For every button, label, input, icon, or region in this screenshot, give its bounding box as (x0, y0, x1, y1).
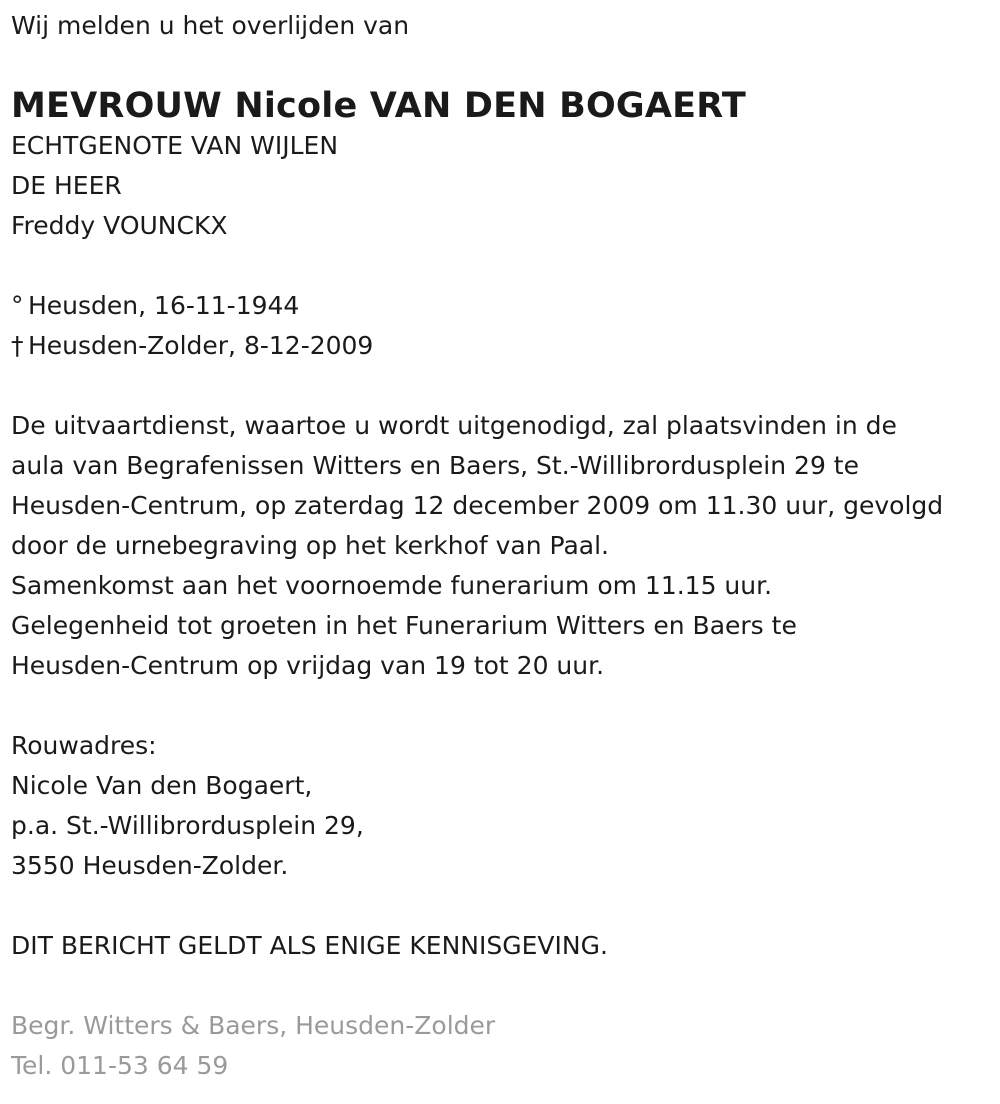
service-line: Gelegenheid tot groeten in het Funerarium Witters en Baers te (11, 611, 797, 640)
service-line: De uitvaartdienst, waartoe u wordt uitgenodigd, zal plaatsvinden in de (11, 411, 897, 440)
spacer (11, 366, 991, 406)
birth-line (11, 286, 991, 326)
deceased-name (11, 86, 991, 126)
deceased-title: MEVROUW (11, 86, 222, 126)
funeral-home-name: Begr. Witters & Baers, Heusden-Zolder (11, 1011, 496, 1040)
cross-icon: † (11, 331, 24, 360)
obituary-notice (11, 6, 991, 1086)
spacer (11, 966, 991, 1006)
funeral-home-phone: Tel. 011-53 64 59 (11, 1051, 229, 1080)
service-line: Samenkomst aan het voornoemde funerarium om 11.15 uur. (11, 571, 773, 600)
service-line: door de urnebegraving op het kerkhof van Paal. (11, 531, 609, 560)
birth-symbol-icon: ° (11, 291, 24, 320)
spouse-line-2: DE HEER (11, 171, 122, 200)
mourning-address-line-1: Nicole Van den Bogaert, (11, 771, 313, 800)
deceased-last-name: VAN DEN BOGAERT (369, 86, 746, 126)
service-line: Heusden-Centrum op vrijdag van 19 tot 20 uur. (11, 651, 605, 680)
death-line (11, 326, 991, 366)
funeral-home (11, 1006, 991, 1086)
spacer (11, 246, 991, 286)
death-text: Heusden-Zolder, 8-12-2009 (28, 331, 374, 360)
spacer (11, 686, 991, 726)
spacer (11, 886, 991, 926)
service-paragraph (11, 406, 991, 686)
service-line: Heusden-Centrum, op zaterdag 12 december 2009 om 11.30 uur, gevolgd (11, 491, 944, 520)
mourning-address (11, 726, 991, 886)
mourning-address-line-3: 3550 Heusden-Zolder. (11, 851, 289, 880)
mourning-address-label: Rouwadres: (11, 731, 157, 760)
service-line: aula van Begrafenissen Witters en Baers, St.-Willibrordusplein 29 te (11, 451, 859, 480)
deceased-first-name: Nicole (234, 86, 358, 126)
spouse-line-1: ECHTGENOTE VAN WIJLEN (11, 131, 339, 160)
mourning-address-line-2: p.a. St.-Willibrordusplein 29, (11, 811, 364, 840)
spouse-line-3: Freddy VOUNCKX (11, 211, 228, 240)
birth-text: Heusden, 16-11-1944 (28, 291, 300, 320)
intro-text: Wij melden u het overlijden van (11, 11, 410, 40)
notice-text: DIT BERICHT GELDT ALS ENIGE KENNISGEVING. (11, 931, 608, 960)
